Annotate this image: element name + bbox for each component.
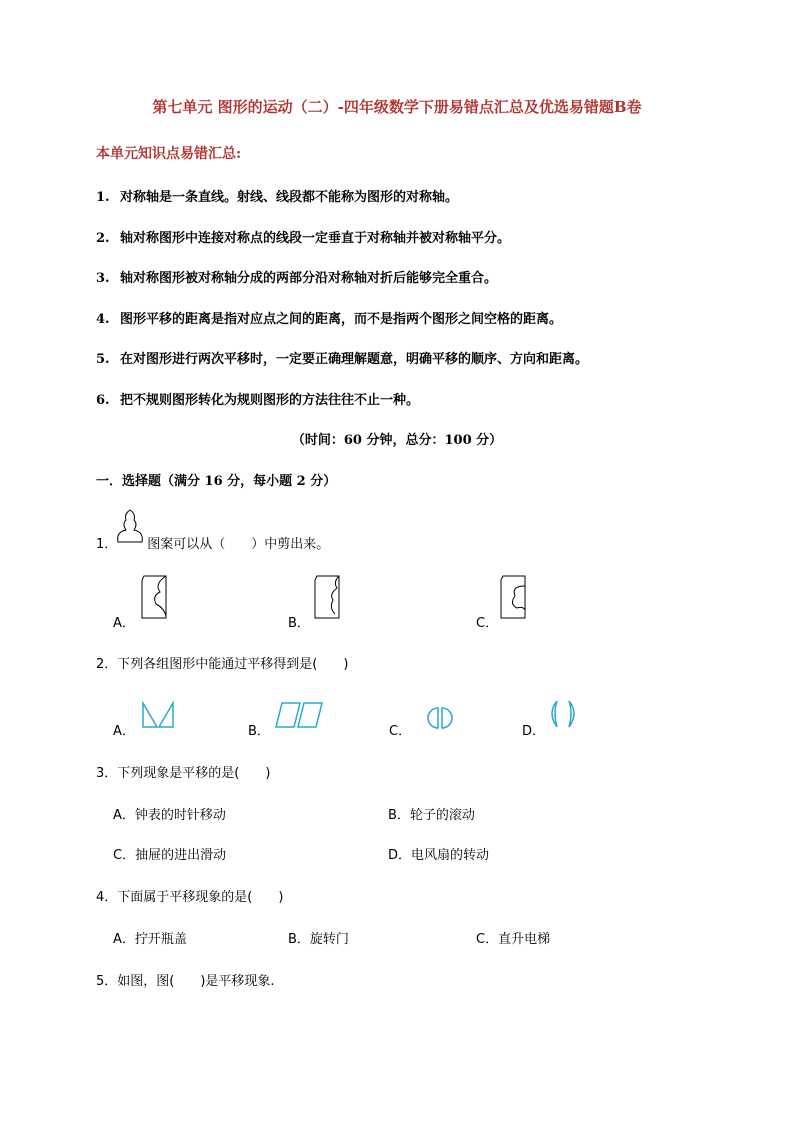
q1-option-a[interactable]: A． — [113, 616, 135, 631]
q4-option-b[interactable]: B．旋转门 — [288, 932, 349, 947]
point-number: 5. — [96, 352, 110, 367]
point-3 — [96, 267, 497, 286]
q1-option-c[interactable]: C． — [476, 616, 499, 631]
point-text: 对称轴是一条直线。射线、线段都不能称为图形的对称轴。 — [120, 190, 459, 205]
point-text: 轴对称图形被对称轴分成的两部分沿对称轴对折后能够完全重合。 — [120, 271, 498, 286]
point-4 — [96, 308, 562, 327]
q2-option-b[interactable]: B． — [248, 724, 270, 739]
question-3 — [96, 762, 270, 781]
question-text: 下列各组图形中能通过平移得到是( ) — [117, 657, 349, 672]
question-number: 5． — [96, 974, 118, 989]
q3-option-a[interactable]: A．钟表的时针移动 — [113, 808, 226, 823]
page-title: 第七单元 图形的运动（二）-四年级数学下册易错点汇总及优选易错题B卷 — [152, 98, 642, 116]
parallelograms-shape-icon — [274, 701, 326, 729]
point-text: 轴对称图形中连接对称点的线段一定垂直于对称轴并被对称轴平分。 — [120, 231, 511, 246]
q4-option-a[interactable]: A．拧开瓶盖 — [113, 932, 187, 947]
folded-paper-c-icon — [499, 572, 529, 620]
time-note: （时间：60 分钟，总分：100 分） — [291, 433, 503, 448]
section-title: 一．选择题（满分 16 分，每小题 2 分） — [96, 474, 337, 489]
question-text: 下面属于平移现象的是( ) — [117, 890, 284, 905]
question-2 — [96, 653, 348, 672]
question-number: 2． — [96, 657, 118, 672]
q3-option-c[interactable]: C．抽屉的进出滑动 — [113, 848, 227, 863]
folded-paper-a-icon — [140, 572, 170, 620]
folded-paper-b-icon — [313, 572, 343, 620]
q2-option-a[interactable]: A． — [113, 724, 135, 739]
point-number: 6. — [96, 393, 110, 408]
gourd-pattern-icon — [116, 508, 148, 544]
point-5 — [96, 348, 588, 367]
question-number: 3． — [96, 766, 118, 781]
q3-option-b[interactable]: B．轮子的滚动 — [388, 808, 475, 823]
question-number: 4． — [96, 890, 118, 905]
q3-option-d[interactable]: D．电风扇的转动 — [388, 848, 490, 863]
point-text: 图形平移的距离是指对应点之间的距离，而不是指两个图形之间空格的距离。 — [120, 312, 563, 327]
question-5 — [96, 970, 275, 989]
q2-option-c[interactable]: C． — [389, 724, 412, 739]
q1-option-b[interactable]: B． — [288, 616, 310, 631]
question-4 — [96, 886, 283, 905]
point-number: 1. — [96, 190, 110, 205]
point-text: 把不规则图形转化为规则图形的方法往往不止一种。 — [120, 393, 420, 408]
point-1 — [96, 186, 458, 205]
point-text: 在对图形进行两次平移时，一定要正确理解题意，明确平移的顺序、方向和距离。 — [120, 352, 589, 367]
q4-option-c[interactable]: C．直升电梯 — [476, 932, 551, 947]
point-2 — [96, 227, 510, 246]
crescents-shape-icon — [547, 699, 581, 729]
point-number: 3. — [96, 271, 110, 286]
question-text: 如图，图( )是平移现象. — [117, 974, 275, 989]
semicircles-shape-icon — [416, 706, 464, 730]
question-text: 下列现象是平移的是( ) — [117, 766, 271, 781]
summary-heading: 本单元知识点易错汇总: — [96, 146, 242, 162]
point-6 — [96, 389, 419, 408]
q2-option-d[interactable]: D． — [522, 724, 546, 739]
question-number: 1． — [96, 537, 118, 552]
triangles-shape-icon — [141, 701, 177, 729]
point-number: 4. — [96, 312, 110, 327]
point-number: 2. — [96, 231, 110, 246]
question-text: 图案可以从（ ）中剪出来。 — [147, 537, 330, 552]
